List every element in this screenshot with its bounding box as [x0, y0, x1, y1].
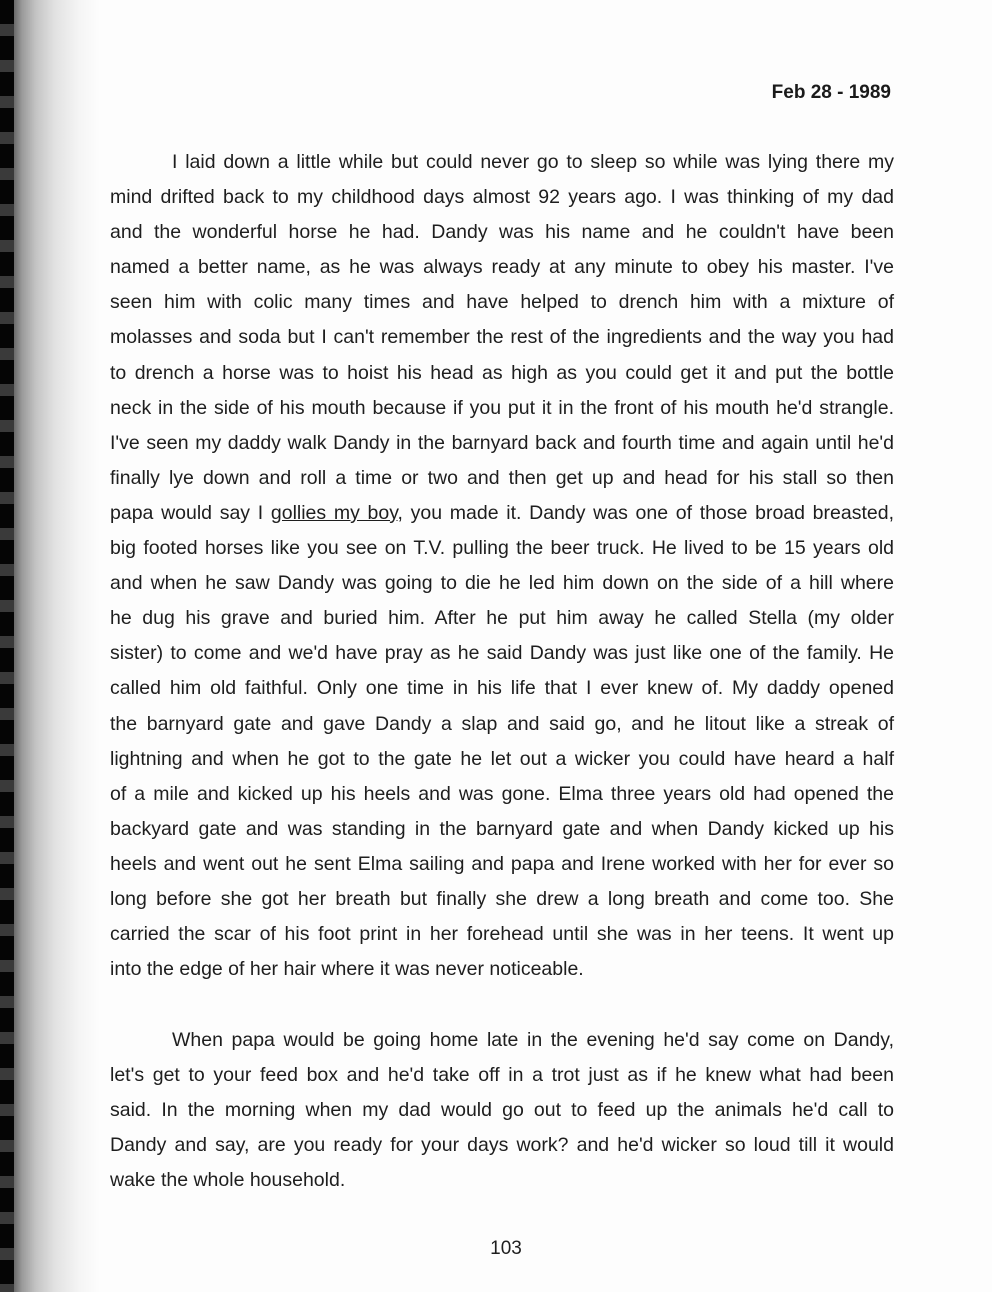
text-segment: , you made it. Dandy was one of those broad breasted,	[397, 501, 894, 524]
text-line: into the edge of her hair where it was never noticeable.	[110, 958, 584, 981]
text-line: let's get to your feed box and he'd take off in a trot just as if he knew what had been	[110, 1064, 894, 1087]
text-line: carried the scar of his foot print in her forehead until she was in her teens. It went up	[110, 923, 894, 946]
text-line: finally lye down and roll a time or two and then get up and head for his stall so then	[110, 466, 894, 489]
text-line: I laid down a little while but could never go to sleep so while was lying there my	[172, 151, 894, 173]
text-line: neck in the side of his mouth because if you put it in the front of his mouth he'd strangle.	[110, 396, 894, 419]
page-date: Feb 28 - 1989	[771, 82, 891, 103]
text-segment: papa would say I	[110, 501, 271, 524]
paragraph-2	[110, 1023, 894, 1198]
text-line: called him old faithful. Only one time in his life that I ever knew of. My daddy opened	[110, 677, 894, 700]
text-line: he dug his grave and buried him. After he put him away he called Stella (my older	[110, 607, 894, 630]
text-line: to drench a horse was to hoist his head as high as you could get it and put the bottle	[110, 361, 894, 384]
underlined-phrase: gollies my boy	[270, 501, 398, 524]
text-line-with-underline	[110, 496, 894, 531]
text-line: seen him with colic many times and have helped to drench him with a mixture of	[110, 291, 894, 314]
text-line: big footed horses like you see on T.V. pulling the beer truck. He lived to be 15 years old	[110, 537, 894, 560]
text-line: heels and went out he sent Elma sailing and papa and Irene worked with her for ever so	[110, 852, 894, 875]
text-line: and the wonderful horse he had. Dandy was his name and he couldn't have been	[110, 221, 894, 244]
page-number: 103	[490, 1238, 522, 1259]
text-line: said. In the morning when my dad would go out to feed up the animals he'd call to	[110, 1099, 894, 1122]
text-line: When papa would be going home late in the evening he'd say come on Dandy,	[172, 1029, 894, 1051]
text-line: lightning and when he got to the gate he let out a wicker you could have heard a half	[110, 747, 894, 770]
text-line: backyard gate and was standing in the barnyard gate and when Dandy kicked up his	[110, 817, 894, 840]
text-line: of a mile and kicked up his heels and was gone. Elma three years old had opened the	[110, 782, 894, 805]
text-line: long before she got her breath but finally she drew a long breath and come too. She	[110, 887, 894, 910]
text-line: mind drifted back to my childhood days almost 92 years ago. I was thinking of my dad	[110, 186, 894, 209]
text-line: named a better name, as he was always ready at any minute to obey his master. I've	[110, 256, 894, 279]
binding-edge	[0, 0, 100, 1292]
text-line: the barnyard gate and gave Dandy a slap and said go, and he litout like a streak of	[110, 712, 894, 735]
text-line: wake the whole household.	[110, 1169, 346, 1192]
text-line: Dandy and say, are you ready for your days work? and he'd wicker so loud till it would	[110, 1134, 894, 1157]
text-line: I've seen my daddy walk Dandy in the barnyard back and fourth time and again until he'd	[110, 431, 894, 454]
text-line: and when he saw Dandy was going to die he led him down on the side of a hill where	[110, 572, 894, 595]
binding-holes	[0, 0, 14, 1292]
text-line: sister) to come and we'd have pray as he said Dandy was just like one of the family. He	[110, 642, 894, 665]
paragraph-1	[110, 145, 894, 987]
text-line: molasses and soda but I can't remember the rest of the ingredients and the way you had	[110, 326, 894, 349]
